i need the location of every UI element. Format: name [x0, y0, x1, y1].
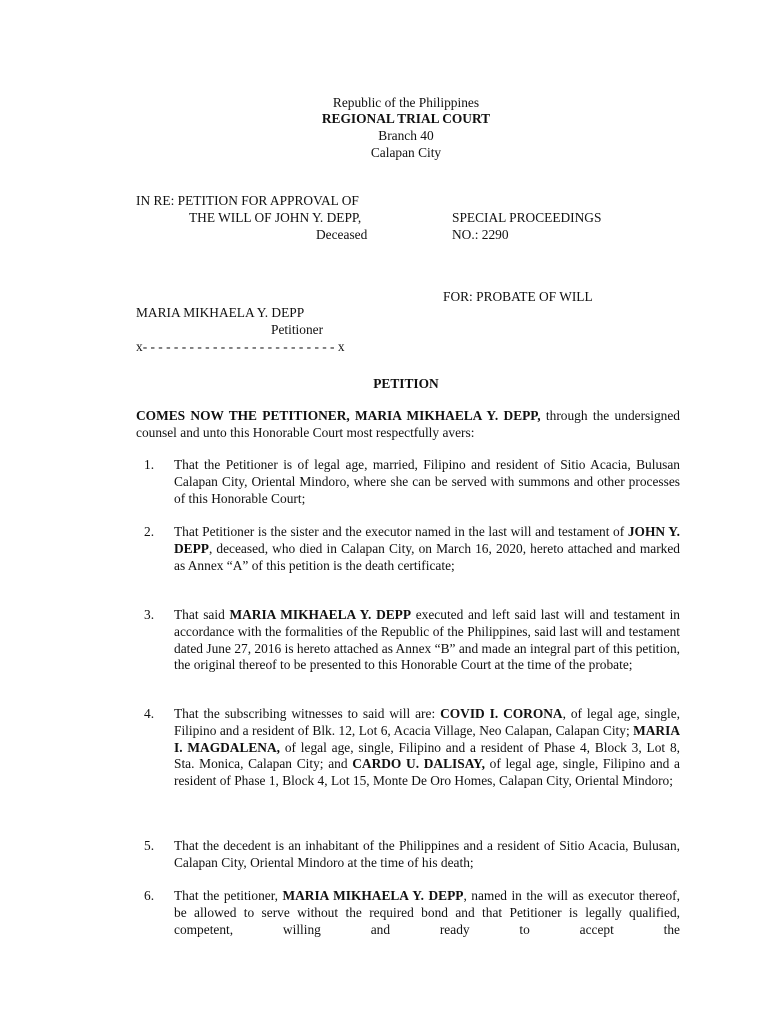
allegation-text	[174, 706, 680, 790]
allegation-bold-text: JOHN Y. DEPP	[174, 524, 680, 556]
petitioner-label: Petitioner	[271, 322, 324, 337]
petition-title: PETITION	[373, 376, 439, 391]
in-re-line-2: THE WILL OF JOHN Y. DEPP,	[189, 210, 362, 225]
allegation-bold-text: CARDO U. DALISAY,	[352, 756, 485, 772]
court-name: REGIONAL TRIAL COURT	[321, 111, 491, 126]
special-proceedings-label: SPECIAL PROCEEDINGS	[452, 210, 602, 225]
republic-line: Republic of the Philippines	[332, 95, 480, 110]
for-probate-label: FOR: PROBATE OF WILL	[443, 289, 593, 304]
allegation-text-run: , of legal age, single, Filipino and a resident of Blk. 12, Lot 6, Acacia Village, Neo Calapan, Calapan City;	[174, 706, 680, 738]
deceased-label: Deceased	[316, 227, 368, 242]
allegation-text	[174, 524, 680, 574]
allegation-number: 1.	[144, 457, 155, 472]
allegation-text-run: , named in the will as executor thereof, be allowed to serve without the required bond and that Petitioner is legally qualified, competent, willing and ready to accept the	[174, 888, 680, 937]
allegation-number: 5.	[144, 838, 155, 853]
allegation-text-run: That the decedent is an inhabitant of the Philippines and a resident of Sitio Acacia, Bulusan, Calapan City, Oriental Mindoro at the time of his death;	[174, 838, 680, 870]
intro-bold-text: COMES NOW THE PETITIONER, MARIA MIKHAELA Y. DEPP,	[136, 408, 541, 423]
allegation-item	[136, 888, 680, 938]
allegation-item	[136, 706, 680, 790]
allegation-number: 3.	[144, 607, 155, 622]
allegation-text-run: executed and left said last will and testament in accordance with the formalities of the Republic of the Philippines, said last will and testament dated June 27, 2016 is hereto attached as Annex “B” and made an integral part of this petition, the original thereof to be presented to this Honorable Court at the time of the probate;	[174, 607, 680, 673]
allegation-text-run: That said	[174, 607, 230, 622]
petitioner-name: MARIA MIKHAELA Y. DEPP	[136, 305, 305, 320]
allegation-text-run: , deceased, who died in Calapan City, on March 16, 2020, hereto attached and marked as Annex “A” of this petition is the death certificate;	[174, 540, 680, 573]
allegation-number: 6.	[144, 888, 155, 903]
allegation-text	[174, 888, 680, 938]
allegation-number: 4.	[144, 706, 155, 721]
intro-text: through the undersigned counsel and unto this Honorable Court most respectfully avers:	[136, 408, 680, 440]
allegation-bold-text: MARIA MIKHAELA Y. DEPP	[229, 607, 412, 622]
allegation-text	[174, 607, 680, 674]
allegation-text-run: That the petitioner,	[174, 888, 283, 903]
case-number: NO.: 2290	[452, 227, 509, 242]
intro-paragraph	[136, 408, 680, 442]
caption-separator: x- - - - - - - - - - - - - - - - - - - - - - - - - x	[136, 339, 345, 354]
allegation-bold-text: COVID I. CORONA	[440, 706, 563, 721]
allegation-text-run: That the subscribing witnesses to said will are:	[174, 706, 441, 721]
allegation-item	[136, 524, 680, 574]
allegation-number: 2.	[144, 524, 155, 539]
allegation-bold-text: MARIA MIKHAELA Y. DEPP	[282, 888, 464, 903]
branch-line: Branch 40	[378, 128, 434, 143]
allegation-text	[174, 457, 680, 507]
city-line: Calapan City	[370, 145, 442, 160]
allegation-item	[136, 607, 680, 674]
allegation-text-run: That the Petitioner is of legal age, married, Filipino and resident of Sitio Acacia, Bulusan Calapan City, Oriental Mindoro, where she can be served with summons and other processes of this Honorable Court;	[174, 457, 680, 506]
allegation-bold-text: MARIA I. MAGDALENA,	[174, 722, 680, 755]
allegation-text-run: That Petitioner is the sister and the executor named in the last will and testament of	[174, 524, 628, 539]
allegation-item	[136, 838, 680, 872]
allegation-text-run: of legal age, single, Filipino and a resident of Phase 4, Block 3, Lot 8, Sta. Monica, Calapan City; and	[174, 739, 680, 772]
allegation-text	[174, 838, 680, 872]
allegation-text-run: of legal age, single, Filipino and a resident of Phase 1, Block 4, Lot 15, Monte De Oro Homes, Calapan City, Oriental Mindoro;	[174, 756, 680, 789]
allegation-item	[136, 457, 680, 507]
in-re-line-1: IN RE: PETITION FOR APPROVAL OF	[136, 193, 359, 208]
